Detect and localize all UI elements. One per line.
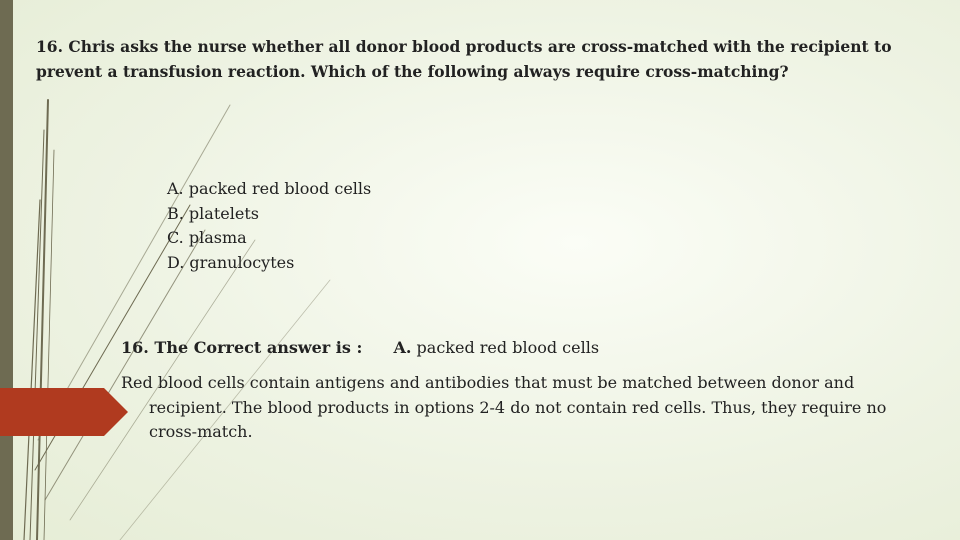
correct-answer-letter: A. bbox=[393, 338, 412, 357]
question-text: 16. Chris asks the nurse whether all donor blood products are cross-matched with the recipient to prevent a transfusion reaction. Which of the following always require cross-matching? bbox=[36, 37, 892, 81]
red-arrow-shape bbox=[0, 388, 128, 436]
option-b: B. platelets bbox=[167, 203, 259, 223]
answer-options bbox=[167, 177, 371, 275]
option-a: A. packed red blood cells bbox=[167, 179, 372, 198]
correct-answer bbox=[121, 338, 599, 357]
correct-answer-text: packed red blood cells bbox=[411, 338, 600, 357]
option-d: D. granulocytes bbox=[167, 252, 295, 272]
explanation-text: Red blood cells contain antigens and antibodies that must be matched between donor and recipient. The blood products in options 2-4 do not contain red cells. Thus, they require no cross-match. bbox=[121, 373, 887, 441]
correct-answer-label: 16. The Correct answer is : bbox=[121, 338, 363, 357]
option-c: C. plasma bbox=[167, 228, 247, 247]
